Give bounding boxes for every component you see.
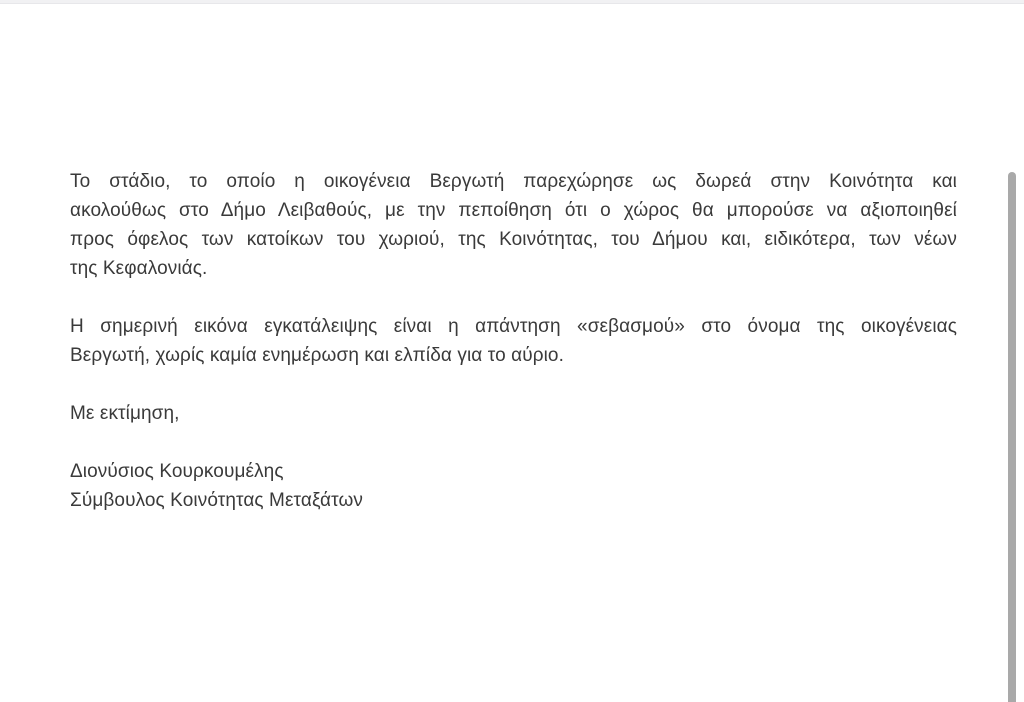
letter-line: Βεργωτή, χωρίς καμία ενημέρωση και ελπίδα για το αύριο.	[70, 345, 564, 366]
letter-line: Η σημερινή εικόνα εγκατάλειψης είναι η απάντηση «σεβασμού» στο όνομα της οικογένειας	[70, 316, 957, 337]
signature-name: Διονύσιος Κουρκουμέλης	[70, 461, 284, 482]
top-edge-strip	[0, 0, 1024, 4]
letter-closing	[70, 399, 957, 428]
letter-paragraph-1	[70, 167, 957, 283]
letter-line: της Κεφαλονιάς.	[70, 258, 208, 279]
letter-line: ακολούθως στο Δήμο Λειβαθούς, με την πεποίθηση ότι ο χώρος θα μπορούσε να αξιοποιηθεί	[70, 200, 957, 221]
signature-title: Σύμβουλος Κοινότητας Μεταξάτων	[70, 490, 364, 511]
letter-line: Το στάδιο, το οποίο η οικογένεια Βεργωτή παρεχώρησε ως δωρεά στην Κοινότητα και	[70, 171, 957, 192]
letter-paragraph-2	[70, 312, 957, 370]
closing-line: Με εκτίμηση,	[70, 403, 180, 424]
letter-document	[70, 167, 957, 544]
letter-signature-block	[70, 457, 957, 515]
vertical-scrollbar-thumb[interactable]	[1008, 172, 1016, 702]
letter-line: προς όφελος των κατοίκων του χωριού, της Κοινότητας, του Δήμου και, ειδικότερα, των νέων	[70, 229, 957, 250]
